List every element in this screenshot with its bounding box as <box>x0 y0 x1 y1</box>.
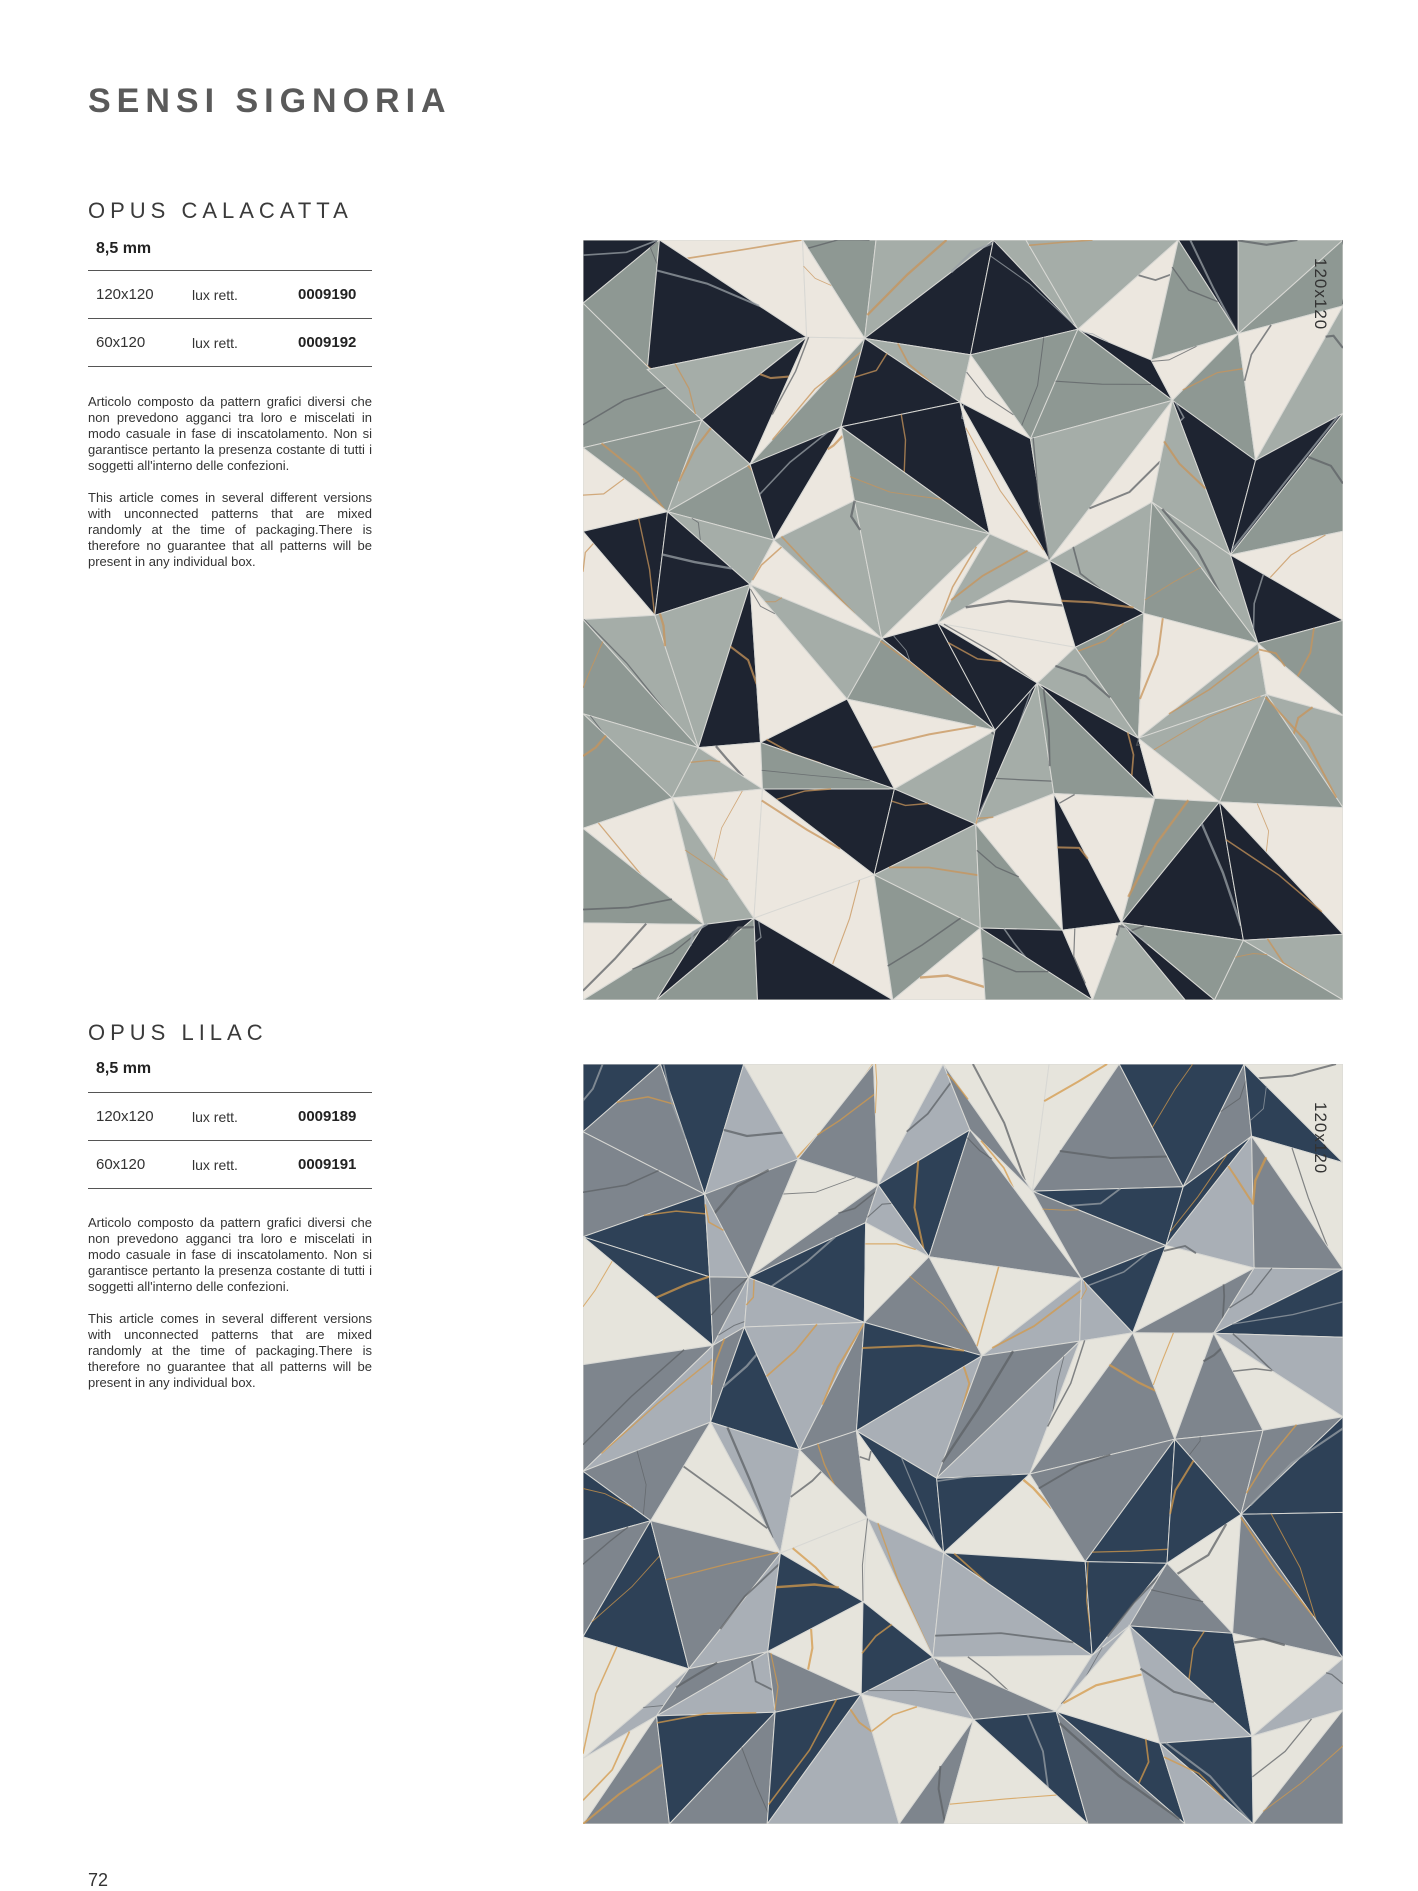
spec-row <box>88 271 372 319</box>
product-description <box>88 1215 372 1407</box>
page-title: SENSI SIGNORIA <box>88 82 452 121</box>
code-cell: 0009190 <box>290 271 372 319</box>
marble-vein <box>1223 1284 1224 1318</box>
spec-table <box>88 1092 372 1189</box>
tile-image-opus-lilac <box>583 1064 1343 1824</box>
image-size-label: 120x120 <box>1310 1102 1330 1174</box>
description-english: This article comes in several different versions with unconnected patterns that are mixed randomly at the time of packaging.There is therefore no guarantee that all patterns will be present in any individual box. <box>88 490 372 570</box>
page-number: 72 <box>88 1870 108 1891</box>
tile-image-opus-calacatta <box>583 240 1343 1000</box>
image-size-label: 120x120 <box>1310 258 1330 330</box>
description-italian: Articolo composto da pattern grafici diversi che non prevedono agganci tra loro e miscelati in modo casuale in fase di inscatolamento. Non si garantisce pertanto la presenza costante di tutti i soggetti all'interno delle confezioni. <box>88 1215 372 1295</box>
product-title-opus-lilac: OPUS LILAC <box>88 1020 268 1046</box>
finish-cell: lux rett. <box>184 1141 290 1189</box>
description-english: This article comes in several different versions with unconnected patterns that are mixed randomly at the time of packaging.There is therefore no guarantee that all patterns will be present in any individual box. <box>88 1311 372 1391</box>
finish-cell: lux rett. <box>184 319 290 367</box>
code-cell: 0009192 <box>290 319 372 367</box>
size-cell: 60x120 <box>88 1141 184 1189</box>
marble-pattern-image <box>583 240 1343 1000</box>
code-cell: 0009189 <box>290 1093 372 1141</box>
size-cell: 60x120 <box>88 319 184 367</box>
size-cell: 120x120 <box>88 271 184 319</box>
thickness-label: 8,5 mm <box>96 240 151 258</box>
spec-table <box>88 270 372 367</box>
product-description <box>88 394 372 586</box>
finish-cell: lux rett. <box>184 1093 290 1141</box>
spec-row <box>88 319 372 367</box>
spec-row <box>88 1093 372 1141</box>
finish-cell: lux rett. <box>184 271 290 319</box>
description-italian: Articolo composto da pattern grafici diversi che non prevedono agganci tra loro e miscelati in modo casuale in fase di inscatolamento. Non si garantisce pertanto la presenza costante di tutti i soggetti all'interno delle confezioni. <box>88 394 372 474</box>
thickness-label: 8,5 mm <box>96 1060 151 1078</box>
size-cell: 120x120 <box>88 1093 184 1141</box>
spec-row <box>88 1141 372 1189</box>
product-title-opus-calacatta: OPUS CALACATTA <box>88 198 353 224</box>
marble-pattern-image <box>583 1064 1343 1824</box>
code-cell: 0009191 <box>290 1141 372 1189</box>
